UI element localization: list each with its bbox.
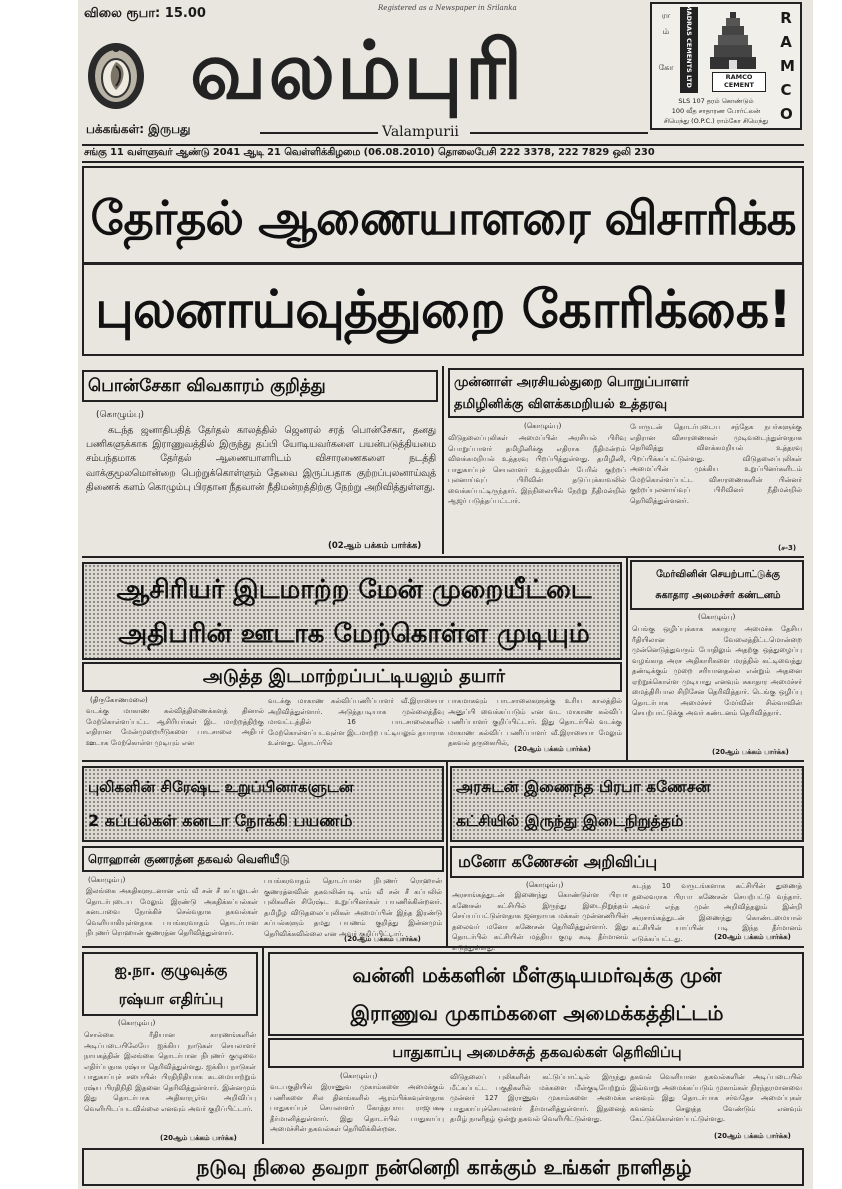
advert-label-1: ரா [661, 11, 671, 20]
newspaper-front-page [78, 0, 813, 1189]
ltte-ships-body-col-2: பயங்கரவாதம் தொடர்பான நிபுணர் ரொஹான் குணரத்னவின் தகவலின்படி எம் வீ சன் சீ கப்பலில் புலிகளின் சிரேஷ்ட உறுப்பினர்கள் பயணிக்கின்றனர். தமிழீழ விடுதலைப்புலிகள் அமைப்பின் இந்த இரண்டு கப்பல்களும் தமது பயணம் குறித்து இன்னமும் தெரிவிக்கவில்லை என அவர் குறிப்பிட்டார். [264, 877, 442, 938]
vanni-dateline: (கொழும்பு) [340, 1072, 378, 1080]
vanni-headline-box [268, 952, 804, 1036]
lead-headline-box [82, 166, 804, 356]
tamilini-headline-line-2: தமிழினிக்கு விளக்கமறியல் உத்தரவு [454, 397, 668, 412]
ramco-cement-advert [650, 2, 802, 130]
column-divider-2 [626, 558, 628, 760]
vanni-continued: (20ஆம் பக்கம் பார்க்க) [714, 1132, 791, 1140]
teacher-transfer-headline-line-1: ஆசிரியர் இடமாற்ற மேன் முறையீட்டை [116, 575, 592, 605]
teacher-transfer-headline-line-2: அதிபரின் ஊடாக மேற்கொள்ள முடியும் [118, 619, 590, 649]
ramco-cement-logo: RAMCO CEMENT [712, 72, 766, 92]
ponseka-continued: (02ஆம் பக்கம் பார்க்க) [328, 541, 422, 551]
price-label: விலை ரூபா: 15.00 [84, 6, 206, 21]
dateline-rule-top [82, 144, 804, 146]
madras-cements-text: MADRAS CEMENTS LTD [685, 4, 693, 88]
un-russia-dateline: (கொழும்பு) [118, 1019, 156, 1027]
un-russia-headline-box [82, 952, 258, 1016]
page-count: பக்கங்கள்: இருபது [86, 122, 191, 136]
dateline-rule-bottom [82, 161, 804, 163]
section-rule-1 [82, 556, 804, 558]
mervin-dateline: (கொழும்பு) [698, 613, 736, 621]
praba-ganesan-headline-box [450, 766, 804, 842]
teacher-transfer-body-col-3: பாகமாகவும் பாடசாலைகளுக்கு உரிய காலத்தில் அனுப்பி வைக்கப்படும் என வட மாகாண கல்விப் பணிப்பாளர் குறிப்பிட்டார். இது தொடர்பில் வடக்கு மாகாண கல்விப் பணிப்பாளர் வீ.இராசையா மேலும் தகவல் தருகையில், [448, 697, 622, 747]
madras-cements-panel [680, 4, 698, 93]
tamilini-body-col-1: விடுதலைப்புலிகள் அமைப்பின் அரசியல் பிரிவு பொறுப்பாளர் தமிழினிக்கு எதிராக நீதிமன்றம் விளக்கமறியல் உத்தரவு பிறப்பித்துள்ளது. தமிழினி, பாதுகாப்புச் செயலாளர் உத்தரவின் பேரில் குற்றப் புலனாய்வுப் பிரிவின் தடுப்புக்காவலில் வைக்கப்பட்டிருந்தார். இந்நிலையில் நேற்று நீதிமன்றில் ஆஜர் படுத்தப்பட்டார். [448, 434, 626, 505]
ltte-ships-body-col-1: இலங்கை அகதிகளுடனான எம் வீ சன் சீ கப்பலுடன் தொடர்புடைய மேலும் இரண்டு அகதிக்கப்பல்கள் கனடாவை நோக்கிச் செல்வதாக தகவல்கள் வெளியாகியுள்ளதாக பயங்கரவாதம் தொடர்பான நிபுணர் ரொஹான் குணரத்ன தெரிவித்துள்ளார். [86, 887, 258, 937]
column-divider-4 [262, 948, 264, 1144]
mervin-headline-line-1: மேர்வினின் செயற்பாட்டுக்கு [656, 569, 780, 580]
rohan-subheadline: ரொஹான் குணரத்ன தகவல் வெளியீடு [88, 852, 290, 866]
un-russia-body: சொல்கை ரீதியான காரணங்களின் அடிப்படையிலேயே ஐக்கிய நாடுகள் செயலாளர் நாயகத்தின் இலங்கை தொடர்பான நிபுணர் குழுவை எதிர்ப்பதாக ரஷ்யா தெரிவித்துள்ளது. ஐக்கிய நாடுகள் பாதுகாப்புச் சபையின் பிரதிநிதியாக கடமையாற்றும் ரஷ்ய பிரதிநிதி இதனை தெரிவித்துள்ளார். இன்னமும் இது தொடர்பாக அதிகாரபூர்வ அறிவிப்பு வெளியிடப்படவில்லை எனவும் அவர் குறிப்பிட்டார். [84, 1031, 256, 1113]
mervin-continued: (20ஆம் பக்கம் பார்க்க) [712, 748, 789, 756]
teacher-transfer-body-col-2: வடக்கு மாகாண கல்விப்பணிப்பாளர் வீ.இராசையா அறிவித்துள்ளார். அடுத்தபடியாக முல்லைத்தீவு மாவட்டத்தில் 16 பாடசாலைகளில் மேற்கொள்ளப்படவுள்ள இடமாற்ற பட்டியலும் தயாராக உள்ளது. தொடர்பில் [268, 697, 444, 747]
dateline: சங்கு 11 வள்ளுவர் ஆண்டு 2041 ஆடி 21 வெள்ளிக்கிழமை (06.08.2010) தொலைபேசி 222 3378, 222 7829 ஒலி 230 [84, 147, 655, 158]
vanni-body-col-2: விடுதலைப் புலிகளின் கட்டுப்பாட்டில் இருந்து மீட்கப்பட்ட பகுதிகளில் மக்களை மீள்குடியேற்றும் முன்னர் 127 இராணுவ முகாம்களை அமைக்க பாதுகாப்புச்செயலாளர் தீர்மானித்துள்ளார். இதனைத் தமிழ் நாளிதழ் ஒன்று தகவல் வெளியிட்டுள்ளது. [450, 1073, 626, 1123]
ponseka-headline: பொன்சேகா விவகாரம் குறித்து [88, 376, 326, 396]
footer-slogan: நடுவு நிலை தவறா நன்னெறி காக்கும் உங்கள் நாளிதழ் [196, 1155, 692, 1179]
transfer-list-subheadline: அடுத்த இடமாற்றப்பட்டியலும் தயார் [202, 666, 506, 687]
advert-line-3: சிமெந்து (O.P.C.) ராம்கோ சிமெந்து [663, 117, 769, 125]
ponseka-headline-box [82, 370, 438, 402]
rohan-subheadline-box [82, 846, 444, 872]
ltte-ships-headline-line-2: 2 கப்பல்கள் கனடா நோக்கி பயணம் [88, 811, 353, 830]
ltte-ships-headline-line-1: புலிகளின் சிரேஷ்ட உறுப்பினர்களுடன் [88, 778, 354, 796]
ponseka-dateline: (கொழும்பு) [96, 410, 145, 420]
teacher-transfer-body-col-1: வடக்கு மாகாண கல்வித்திணைக்களத் தினால் மேற்கொள்ளப்பட்ட ஆசிரியர்கள் இட மாற்றத்திற்கு எதிரான மேன்முறையீடுகளை பாடசாலை அதிபர் ஊடாக மேற்கொள்ள முடியும் என [86, 707, 264, 747]
tamilini-continued: (ச-3) [778, 544, 797, 552]
teacher-transfer-dateline: (திருகோணமலை) [90, 696, 148, 704]
mervin-headline-box [630, 560, 804, 610]
advert-label-2: ம் [662, 27, 670, 36]
defence-ministry-subheadline: பாதுகாப்பு அமைச்சுத் தகவல்கள் தெரிவிப்பு [392, 1045, 682, 1061]
ltte-ships-dateline: (கொழும்பு) [88, 876, 126, 884]
advert-line-2: 100 வீத சாதாரண போர்ட்லன் [671, 107, 761, 115]
vanni-headline-line-2: இராணுவ முகாம்களை அமைக்கத்திட்டம் [350, 1001, 724, 1025]
advert-label-3: கோ [658, 63, 674, 72]
ramco-vertical-brand [780, 6, 796, 128]
un-russia-continued: (20ஆம் பக்கம் பார்க்க) [160, 1134, 237, 1142]
title-rule-left [260, 132, 378, 134]
vanni-headline-line-1: வன்னி மக்களின் மீள்குடியமர்வுக்கு முன் [352, 963, 722, 987]
praba-ganesan-continued: (20ஆம் பக்கம் பார்க்க) [714, 933, 791, 941]
defence-ministry-subheadline-box [268, 1038, 804, 1068]
vanni-body-col-3: தகவல் வெளியான தகவல்களின் அடிப்படையில் இவ்வாறு அமைக்கப்படும் முகாம்கள் நிரந்தரமானவை எனவும் இது தொடர்பாக சர்வதேச அமைப்புகள் கவனம் செலுத்த வேண்டும் எனவும் கேட்டுக்கொள்ளப்பட்டுள்ளது. [630, 1073, 802, 1123]
vanni-body-col-1: வடபகுதியில் இராணுவ முகாம்களை அமைக்கும் பணிகளை சில தினங்களில் ஆரம்பிக்கவுள்ளதாக பாதுகாப்புச் செயலாளர் கோத்தபாய ராஜபக்ஷ தீர்மானித்துள்ளார். இது தொடர்பில் பாதுகாப்பு அமைச்சின் தகவல்கள் தெரிவிக்கின்றன. [270, 1083, 444, 1133]
ramco-brand-text: RAMCO [780, 9, 795, 123]
praba-ganesan-body-col-1: அரசாங்கத்துடன் இணைந்து கொண்டுள்ள பிரபா கணேசன் கட்சியில் இருந்து இடைநிறுத்தம் செய்யப்பட்டுள்ளதாக ஜனநாயக மக்கள் முன்னணியின் தலைவர் மனோ கணேசன் தெரிவித்துள்ளார். இது தொடர்பில் கட்சியின் மத்திய குழு கூடி தீர்மானம் [452, 891, 628, 941]
column-divider-3 [446, 762, 448, 946]
lead-headline-line-2: புலனாய்வுத்துறை கோரிக்கை! [95, 280, 791, 340]
ltte-ships-headline-box [82, 766, 444, 842]
temple-tower-icon [706, 10, 760, 70]
un-russia-headline-line-1: ஐ.நா. குழுவுக்கு [114, 961, 228, 979]
praba-ganesan-body-col-2: கடந்த 10 வருடங்களாக கட்சியின் துணைத் தலைவராக பிரபா கணேசன் செயற்பட்டு வந்தார். அவர் எந்த முன் அறிவித்தலும் இன்றி அரசாங்கத்துடன் இணைந்து கொண்டமையால் கட்சியின் யாப்பின் படி இந்த தீர்மானம் எடுக்கப்பட்டது. [632, 882, 802, 943]
section-rule-3 [82, 946, 804, 948]
teacher-transfer-headline-box [82, 562, 622, 660]
section-rule-2 [82, 760, 804, 762]
mervin-headline-line-2: சுகாதார அமைச்சர் கண்டனம் [655, 590, 781, 601]
mervin-body: பெங்கு ஒழிப்புக்காக சுகாதார அமைச்சு தேசிய ரீதியிலான வேலைத்திட்டமொன்றை முன்னெடுத்துவரும் போதிலும் அதற்கு ஒத்துழைப்பு வழங்காத அரச அதிகாரிகளை மரத்தில் கட்டிவைத்து தண்டிக்கும் முறை சரியானதல்ல என்றும் அதனை ஏற்றுக்கொள்ள முடியாது எனவும் சுகாதார அமைச்சர் மைத்திரிபால சிறிசேன தெரிவித்தார். டெங்கு ஒழிப்பு தொடர்பாக அமைச்சர் மேர்வின் சில்வாவின் செயற்பாட்டுக்கு அவர் கண்டனம் தெரிவித்தார். [632, 625, 802, 717]
newspaper-title: வலம்புரி [190, 24, 525, 117]
tamilini-body-col-2: போருடன் தொடர்புடைய சந்தேக நபர்களுக்கு எதிரான விசாரணைகள் முடிவடைந்துள்ளதாக தெரிவித்து விளக்கமறியல் உத்தரவு பிறப்பிக்கப்பட்டுள்ளது. விடுதலைப்புலிகள் அமைப்பின் முக்கிய உறுப்பினர்களிடம் மேற்கொள்ளப்பட்ட விசாரணைகளின் பின்னர் குற்றப்புலனாய்வுப் பிரிவினர் நீதிமன்றில் தெரிவித்துள்ளனர். [630, 423, 802, 505]
mano-ganesan-subheadline-box [450, 846, 804, 878]
tamilini-dateline: (கொழும்பு) [524, 422, 562, 430]
praba-ganesan-headline-line-1: அரசுடன் இணைந்த பிரபா கணேசன் [456, 778, 711, 796]
ponseka-body: கடந்த ஜனாதிபதித் தேர்தல் காலத்தில் ஜெனரல் சரத் பொன்சேகா, தனது பணிகளுக்காக இராணுவத்தில் இருந்து தப்பி யோடியவர்களை பயன்படுத்தியமை சம்பந்தமாக தேர்தல் ஆணையாளரிடம் விசாரணைகளை நடத்தி வாக்குமூலமொன்றை பெற்றுக்கொள்ளும் தேவை இருப்பதாக குற்றப்புலனாய்வுத் திணைக் களம் கொழும்பு பிரதான நீதவான் நீதிமன்றத்திற்கு நேற்று அறிவித்துள்ளது. [86, 425, 436, 493]
tamilini-headline-line-1: முன்னாள் அரசியல்துறை பொறுப்பாளர் [454, 375, 690, 390]
lead-headline-line-1: தேர்தல் ஆணையாளரை விசாரிக்க [90, 191, 796, 245]
english-title: Valampurii [382, 124, 459, 140]
registration-note: Registered as a Newspaper in Srilanka [378, 4, 517, 12]
footer-slogan-box [82, 1148, 804, 1186]
tamilini-headline-box [448, 368, 804, 418]
lead-headline-divider [84, 262, 802, 265]
ltte-ships-continued: (20ஆம் பக்கம் பார்க்க) [344, 935, 421, 943]
praba-ganesan-dateline: (கொழும்பு) [526, 881, 564, 889]
un-russia-headline-line-2: ரஷ்யா எதிர்ப்பு [118, 990, 224, 1008]
teacher-transfer-continued: (20ஆம் பக்கம் பார்க்க) [514, 745, 591, 753]
transfer-list-subheadline-box [82, 662, 622, 692]
mano-ganesan-subheadline: மனோ கணேசன் அறிவிப்பு [458, 852, 658, 871]
conch-shell-logo [86, 40, 146, 112]
title-rule-right [470, 132, 648, 134]
column-divider-1 [442, 366, 444, 554]
advert-line-1: SLS 107 தரம் கொண்டும் [678, 97, 754, 105]
praba-ganesan-headline-line-2: கட்சியில் இருந்து இடைநிறுத்தம் [456, 812, 684, 830]
